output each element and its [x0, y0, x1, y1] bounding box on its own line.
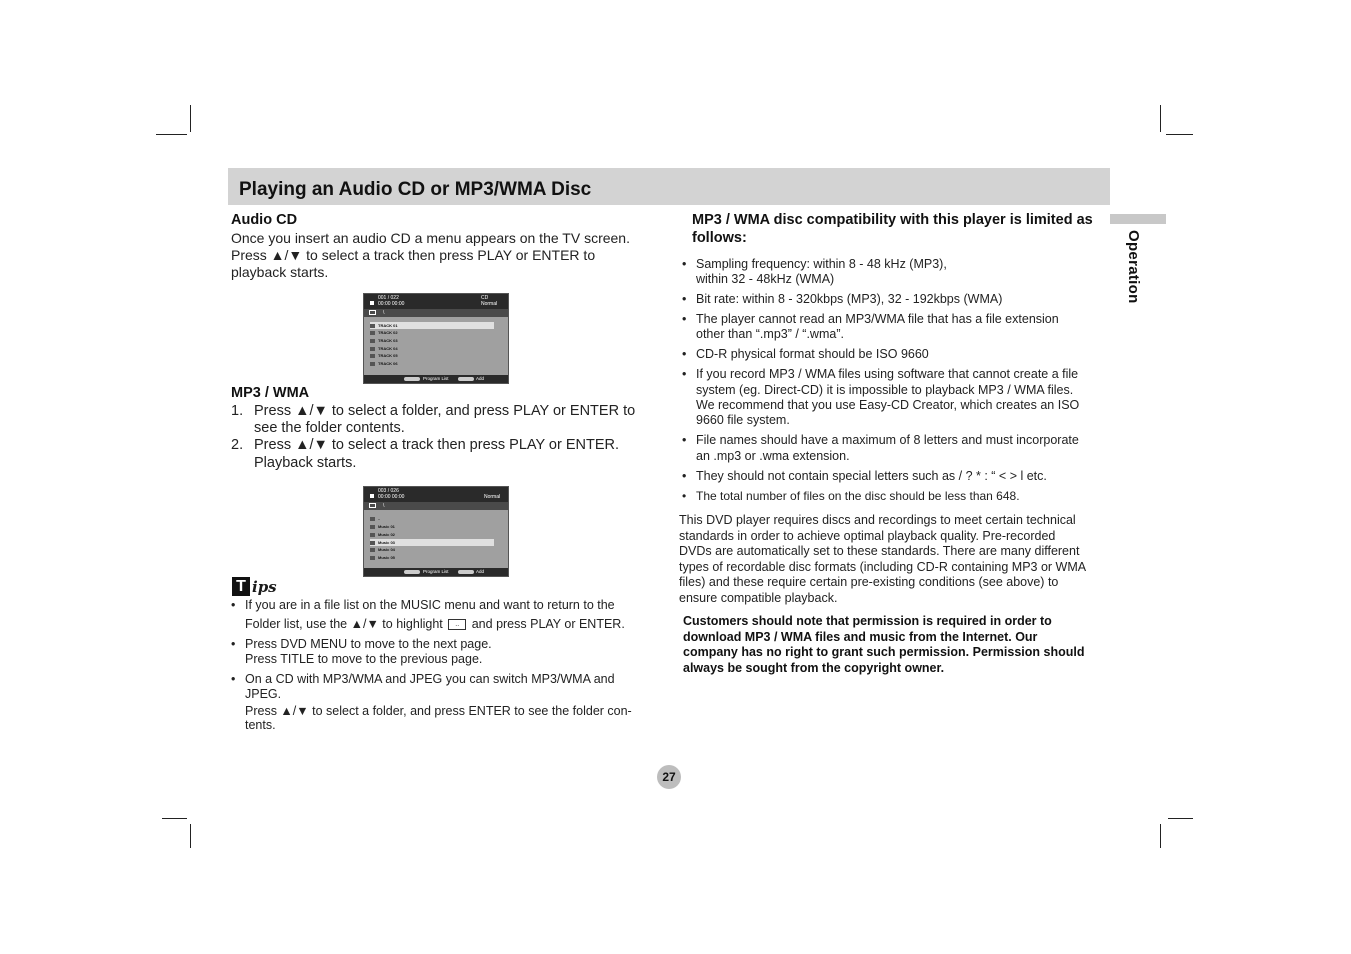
- screen-footer: [364, 568, 508, 576]
- note-icon: [370, 541, 375, 545]
- path-text: \: [383, 503, 385, 509]
- program-list-label: Program List: [423, 569, 449, 574]
- folder-icon: [369, 503, 376, 508]
- audio-cd-heading: Audio CD: [231, 212, 298, 228]
- play-mode: Normal: [484, 494, 501, 500]
- crop-mark: [1160, 824, 1161, 848]
- program-list-label: Program List: [423, 376, 449, 381]
- enter-button-icon: [458, 570, 474, 574]
- mp3-menu-screenshot: [363, 486, 509, 577]
- tips-title: ips: [252, 578, 277, 596]
- play-mode: Normal: [481, 301, 498, 307]
- page-title: Playing an Audio CD or MP3/WMA Disc: [239, 179, 592, 200]
- note-icon: [370, 548, 375, 552]
- disc-type: CD: [481, 295, 489, 301]
- tips-heading: [232, 577, 277, 597]
- note-icon: [370, 324, 375, 328]
- crop-mark: [1168, 818, 1193, 819]
- enter-button-icon: [458, 377, 474, 381]
- compat-heading-cont: follows:: [692, 230, 747, 246]
- add-label: Add: [476, 376, 485, 381]
- audio-cd-line: playback starts.: [231, 264, 329, 280]
- list-item[interactable]: Music 03: [370, 539, 494, 546]
- folder-icon: [369, 310, 376, 315]
- parent-folder-icon: [370, 517, 375, 521]
- body-paragraph: This DVD player requires discs and recordings to meet certain technical standards in order to achieve optimal playback quality. Pre-recorded DVDs are automatically set to these standards. There are many different types of recordable disc formats (including CD-R containing MP3 or WMA files) and these require certain pre-existing conditions (see above) to ensure compatible playback.: [679, 513, 1087, 605]
- time-readout: 00:00 00:00: [378, 301, 405, 307]
- screen-header: [364, 487, 508, 502]
- stop-icon: [370, 494, 374, 498]
- section-label: Operation: [1125, 230, 1142, 304]
- screen-header: [364, 294, 508, 309]
- display-button-icon: [404, 377, 420, 381]
- note-icon: [370, 339, 375, 343]
- page-number: 27: [657, 765, 681, 789]
- crop-mark: [190, 824, 191, 848]
- crop-mark: [1160, 105, 1161, 132]
- path-bar: [364, 502, 508, 510]
- note-icon: [370, 525, 375, 529]
- path-text: \: [383, 310, 385, 316]
- list-item[interactable]: TRACK 01: [370, 322, 494, 329]
- crop-mark: [156, 134, 187, 135]
- add-label: Add: [476, 569, 485, 574]
- note-icon: [370, 533, 375, 537]
- title-bar: [228, 168, 1110, 205]
- crop-mark: [1166, 134, 1193, 135]
- mp3-heading: MP3 / WMA: [231, 385, 310, 401]
- list-item[interactable]: TRACK 06: [370, 360, 494, 367]
- track-counter: 003 / 026: [378, 488, 399, 494]
- parent-folder-icon: ..: [448, 619, 466, 630]
- audio-cd-line: Once you insert an audio CD a menu appears on the TV screen.: [231, 230, 630, 246]
- note-icon: [370, 354, 375, 358]
- copyright-notice: Customers should note that permission is required in order to download MP3 / WMA files and music from the Internet. Our company has no right to grant such permission. Permission should always be sought from the copyright owner.: [683, 614, 1085, 675]
- list-item[interactable]: Music 02: [370, 531, 494, 538]
- parent-folder-item[interactable]: ..: [370, 515, 494, 522]
- time-readout: 00:00 00:00: [378, 494, 405, 500]
- note-icon: [370, 362, 375, 366]
- tips-logo: T: [232, 577, 250, 596]
- note-icon: [370, 556, 375, 560]
- stop-icon: [370, 301, 374, 305]
- audio-cd-line: Press ▲/▼ to select a track then press PLAY or ENTER to: [231, 247, 596, 263]
- crop-mark: [190, 105, 191, 132]
- list-item[interactable]: TRACK 05: [370, 352, 494, 359]
- list-item[interactable]: Music 04: [370, 546, 494, 553]
- crop-mark: [162, 818, 187, 819]
- list-item[interactable]: TRACK 04: [370, 345, 494, 352]
- list-item[interactable]: Music 05: [370, 554, 494, 561]
- path-bar: [364, 309, 508, 317]
- list-item[interactable]: Music 01: [370, 523, 494, 530]
- screen-footer: [364, 375, 508, 383]
- list-item[interactable]: TRACK 02: [370, 329, 494, 336]
- track-counter: 001 / 022: [378, 295, 399, 301]
- note-icon: [370, 331, 375, 335]
- display-button-icon: [404, 570, 420, 574]
- cd-menu-screenshot: [363, 293, 509, 384]
- compat-heading: MP3 / WMA disc compatibility with this player is limited as: [692, 212, 1093, 228]
- note-icon: [370, 347, 375, 351]
- list-item[interactable]: TRACK 03: [370, 337, 494, 344]
- side-tab: [1110, 214, 1166, 224]
